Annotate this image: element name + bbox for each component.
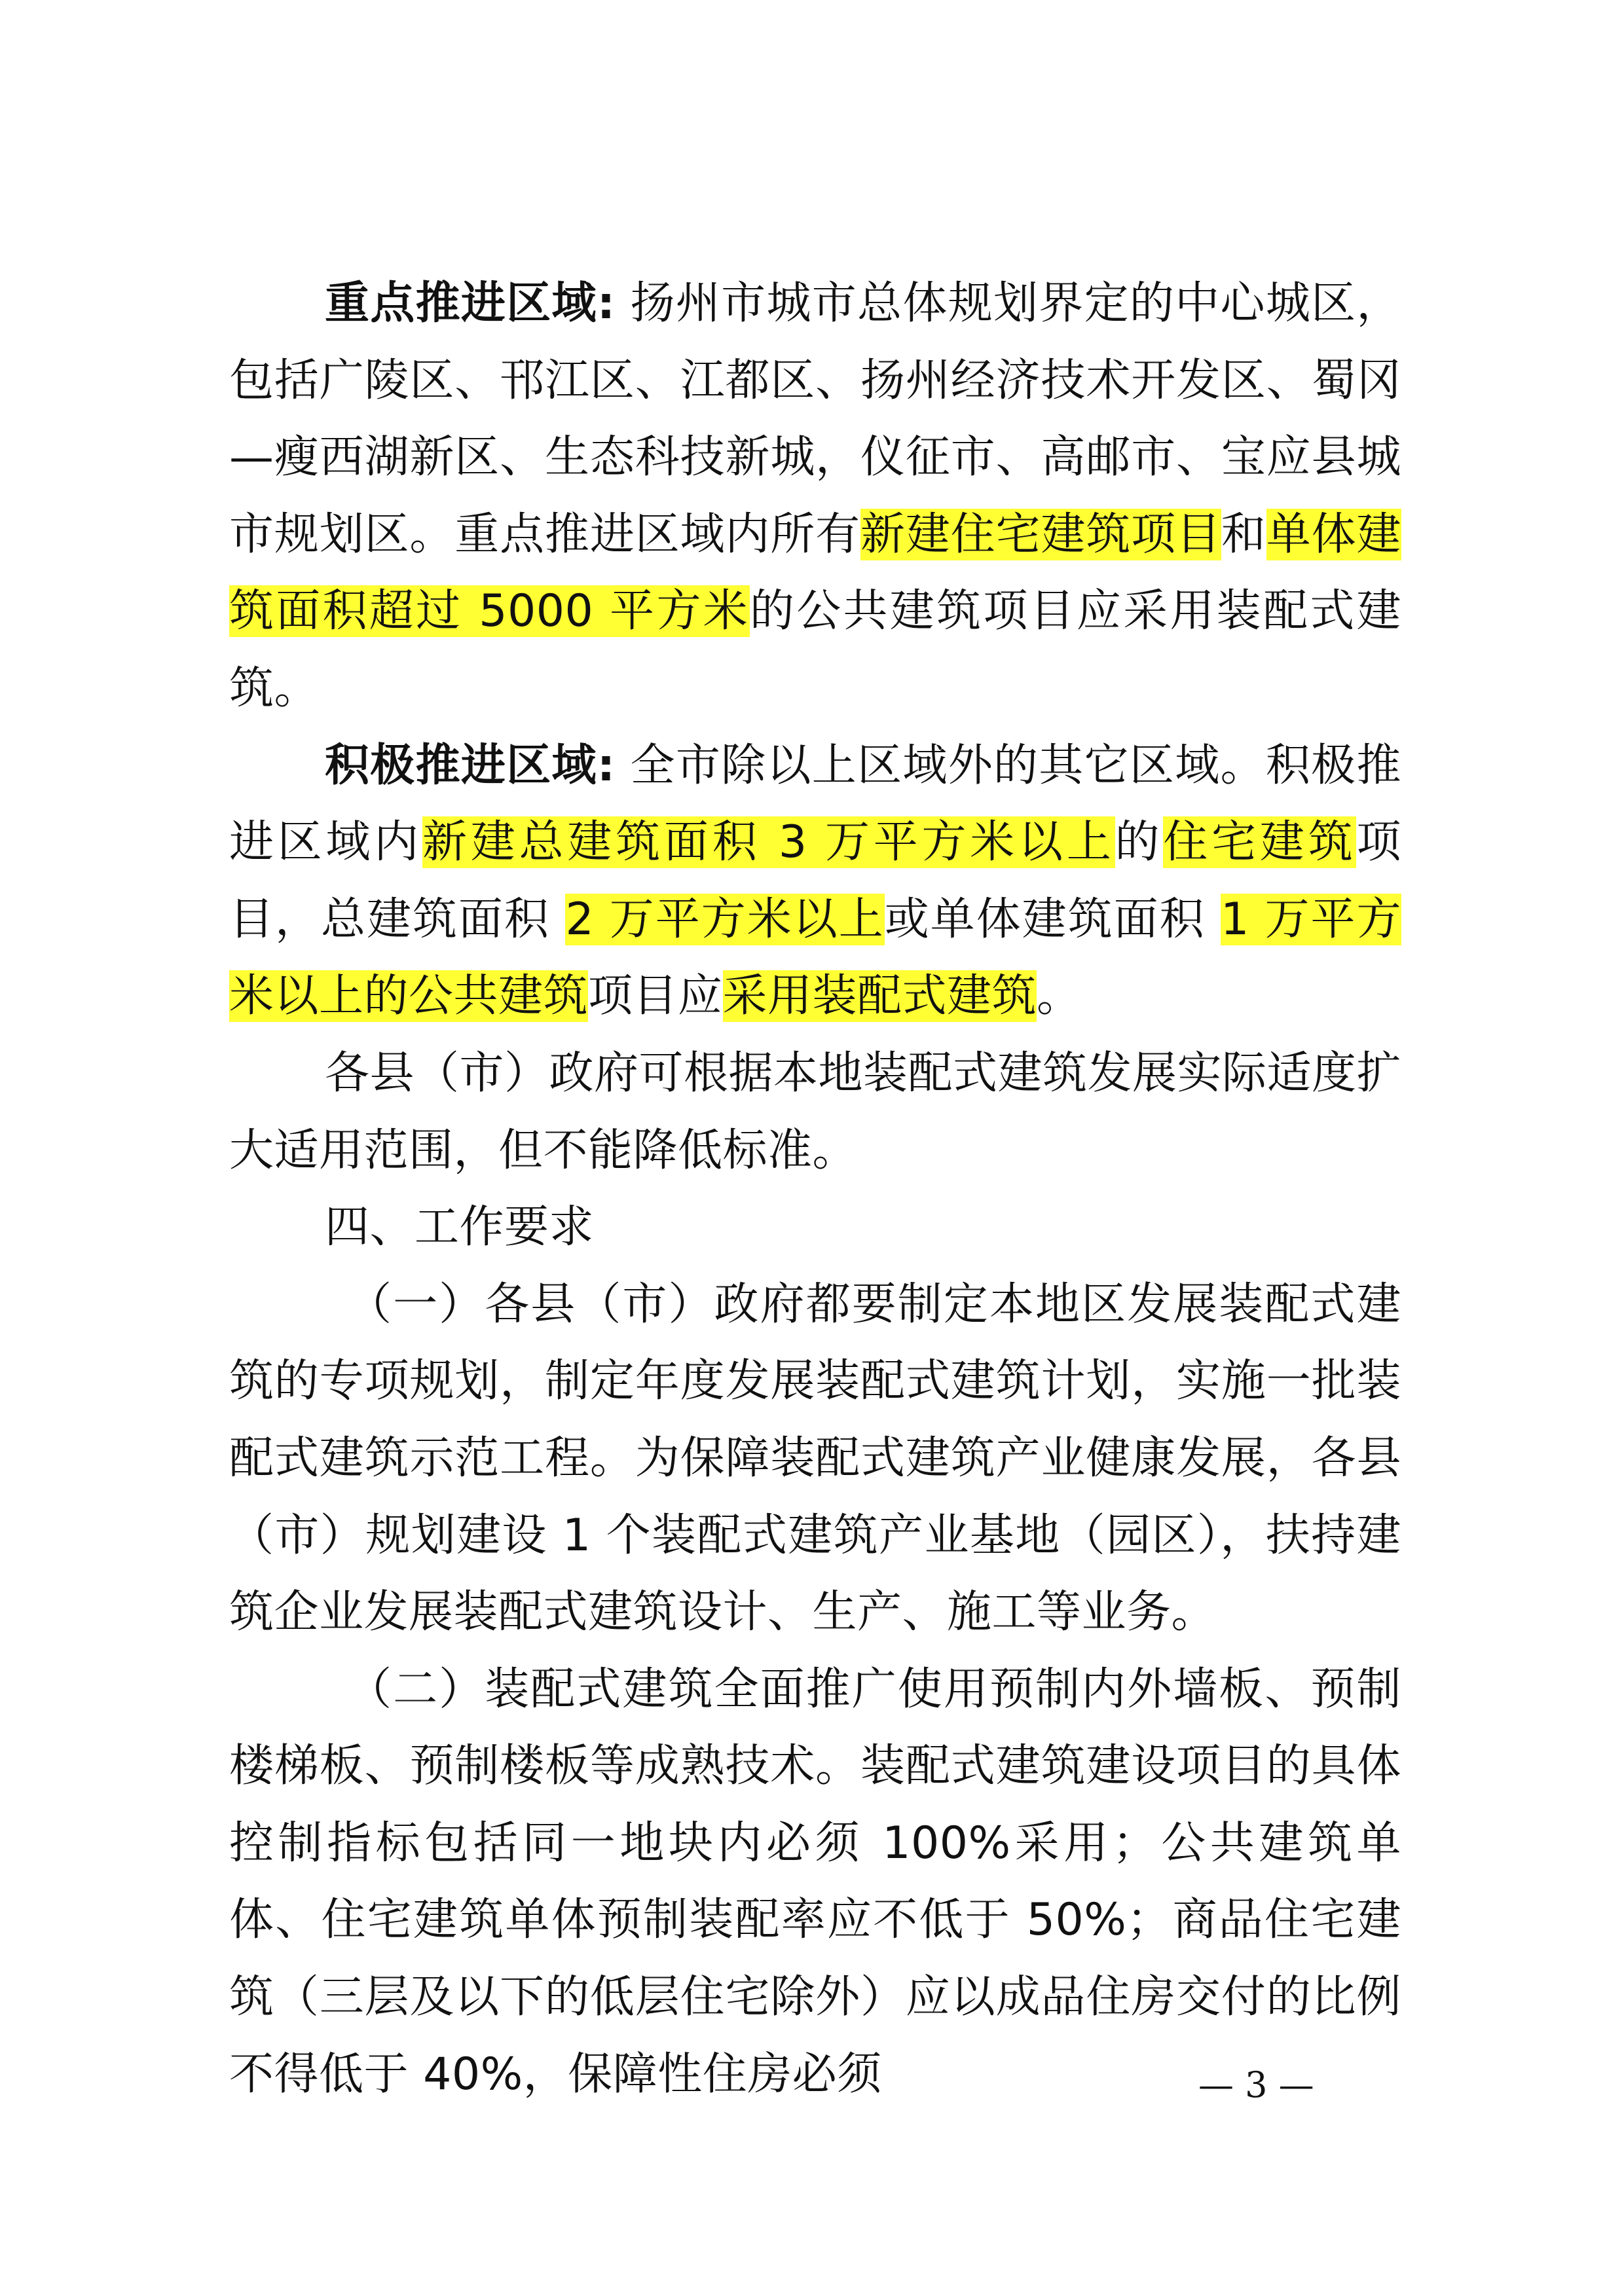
paragraph-text: 的公共建筑项目应采用装配式建筑。	[229, 585, 1401, 714]
highlighted-text: 采用装配式建筑	[722, 970, 1037, 1023]
highlighted-text: 新建住宅建筑项目	[860, 508, 1221, 560]
paragraph-key-area	[229, 265, 1401, 727]
paragraph-requirement-1: （一）各县（市）政府都要制定本地区发展装配式建筑的专项规划，制定年度发展装配式建筑计划，实施一批装配式建筑示范工程。为保障装配式建筑产业健康发展，各县（市）规划建设 1 个装配式建筑产业基地（园区），扶持建筑企业发展装配式建筑设计、生产、施工等业务。	[229, 1278, 1401, 1639]
paragraph-text: 和	[1221, 508, 1266, 560]
paragraph-text: 的	[1115, 816, 1164, 869]
highlighted-text: 1 万平方米以上的公共建筑	[229, 893, 1401, 1023]
paragraph-text: 。	[1037, 970, 1082, 1023]
paragraph-active-area	[229, 727, 1401, 1035]
paragraph-lead: 积极推进区域:	[325, 739, 616, 792]
body-text	[229, 265, 1401, 2113]
highlighted-text: 单体建筑面积超过 5000 平方米	[229, 508, 1401, 638]
paragraph-text: 项目应	[588, 970, 723, 1023]
highlighted-text: 新建总建筑面积 3 万平方米以上	[422, 816, 1115, 869]
page-number: — 3 —	[1198, 2064, 1314, 2105]
paragraph-text: 或单体建筑面积	[884, 893, 1221, 945]
paragraph-text: 扬州市城市总体规划界定的中心城区，包括广陵区、邗江区、江都区、扬州经济技术开发区、蜀冈—瘦西湖新区、生态科技新城，仪征市、高邮市、宝应县城市规划区。重点推进区域内所有	[229, 278, 1401, 560]
highlighted-text: 2 万平方米以上	[565, 893, 885, 945]
section-heading: 四、工作要求	[325, 1201, 595, 1254]
paragraph-lead: 重点推进区域:	[325, 278, 616, 329]
paragraph-text: 项目，总建筑面积	[229, 816, 1401, 945]
highlighted-text: 住宅建筑	[1163, 816, 1357, 869]
paragraph-county-scope: 各县（市）政府可根据本地装配式建筑发展实际适度扩大适用范围，但不能降低标准。	[229, 1047, 1402, 1176]
paragraph-text: 全市除以上区域外的其它区域。积极推进区域内	[229, 739, 1401, 869]
paragraph-requirement-2: （二）装配式建筑全面推广使用预制内外墙板、预制楼梯板、预制楼板等成熟技术。装配式建筑建设项目的具体控制指标包括同一地块内必须 100%采用；公共建筑单体、住宅建筑单体预制装配率应不低于 50%；商品住宅建筑（三层及以下的低层住宅除外）应以成品住房交付的比例不得低于 40%，保障性住房必须	[229, 1663, 1401, 2100]
